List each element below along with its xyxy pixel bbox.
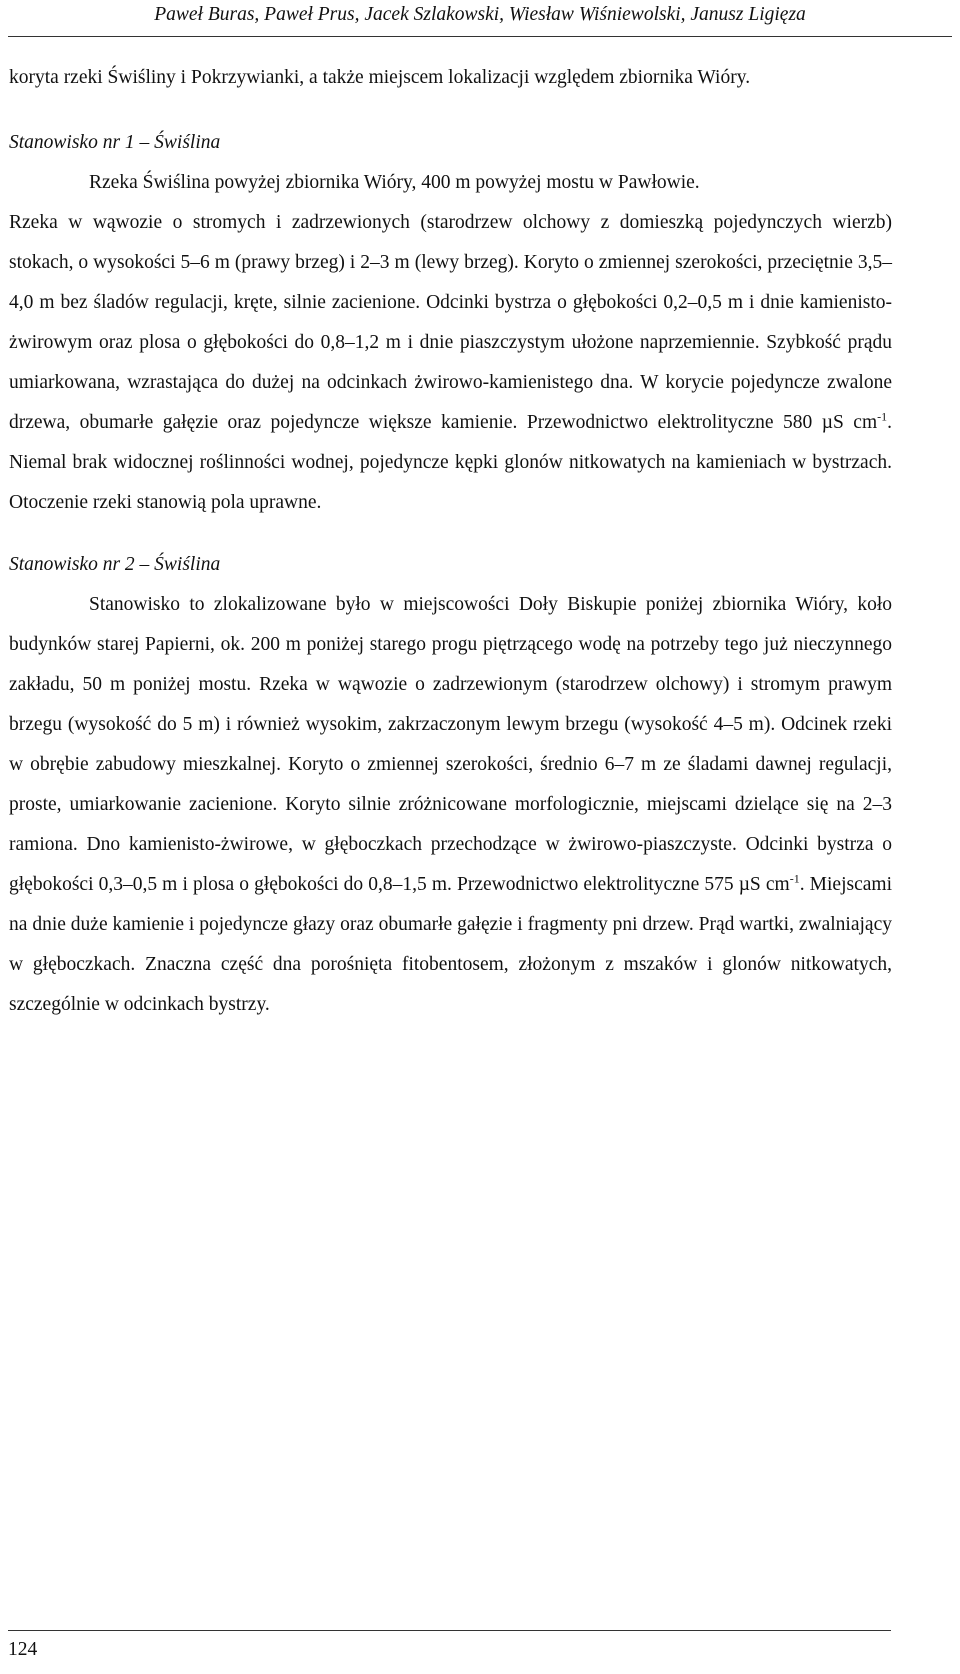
page-footer bbox=[8, 1630, 891, 1661]
page-body bbox=[9, 58, 892, 1025]
section2-text-b: . Miejscami na dnie duże kamienie i pojedyncze głazy oraz obumarłe gałęzie i fragmenty pni drzew. Prąd wartki, zwalniający w głęboczkach. Znaczna część dna porośnięta fitobentosem, złożonym z mszaków i glonów nitkowatych, szczególnie w odcinkach bystrzy. bbox=[9, 874, 892, 1015]
section-heading-stanowisko-2: Stanowisko nr 2 – Świślina bbox=[9, 554, 221, 575]
section1-paragraph-description bbox=[9, 203, 892, 523]
page-number: 124 bbox=[8, 1639, 38, 1660]
section1-superscript: -1 bbox=[877, 409, 888, 424]
section1-text-b: . Niemal brak widocznej roślinności wodnej, pojedyncze kępki glonów nitkowatych na kamieniach w bystrzach. Otoczenie rzeki stanowią pola uprawne. bbox=[9, 412, 892, 513]
section2-text-a: Stanowisko to zlokalizowane było w miejscowości Doły Biskupie poniżej zbiornika Wióry, koło budynków starej Papierni, ok. 200 m poniżej starego progu piętrzącego wodę na potrzeby tego już nieczynnego zakładu, 50 m poniżej mostu. Rzeka w wąwozie o zadrzewionym (starodrzew olchowy) i stromym prawym brzegu (wysokość do 5 m) i również wysokim, zakrzaczonym lewym brzegu (wysokość 4–5 m). Odcinek rzeki w obrębie zabudowy mieszkalnej. Koryto o zmiennej szerokości, średnio 6–7 m ze śladami dawnej regulacji, proste, umiarkowanie zacienione. Koryto silnie zróżnicowane morfologicznie, miejscami dzielące się na 2–3 ramiona. Dno kamienisto-żwirowe, w głęboczkach przechodzące w żwirowo-piaszczyste. Odcinki bystrza o głębokości 0,3–0,5 m i plosa o głębokości do 0,8–1,5 m. Przewodnictwo elektrolityczne 575 µS cm bbox=[9, 594, 892, 895]
section2-paragraph bbox=[9, 585, 892, 1025]
continuation-paragraph: koryta rzeki Świśliny i Pokrzywianki, a także miejscem lokalizacji względem zbiornika Wióry. bbox=[9, 67, 751, 88]
section1-paragraph-location: Rzeka Świślina powyżej zbiornika Wióry, 400 m powyżej mostu w Pawłowie. bbox=[89, 172, 700, 193]
section2-superscript: -1 bbox=[789, 871, 800, 886]
running-header bbox=[8, 0, 952, 37]
section-heading-stanowisko-1: Stanowisko nr 1 – Świślina bbox=[9, 132, 221, 153]
header-authors: Paweł Buras, Paweł Prus, Jacek Szlakowski, Wiesław Wiśniewolski, Janusz Ligięza bbox=[154, 4, 806, 25]
section1-text-a: Rzeka w wąwozie o stromych i zadrzewionych (starodrzew olchowy z domieszką pojedynczych wierzb) stokach, o wysokości 5–6 m (prawy brzeg) i 2–3 m (lewy brzeg). Koryto o zmiennej szerokości, przeciętnie 3,5–4,0 m bez śladów regulacji, kręte, silnie zacienione. Odcinki bystrza o głębokości 0,2–0,5 m i dnie kamienisto-żwirowym oraz plosa o głębokości do 0,8–1,2 m i dnie piaszczystym ułożone naprzemiennie. Szybkość prądu umiarkowana, wzrastająca do dużej na odcinkach żwirowo-kamienistego dna. W korycie pojedyncze zwalone drzewa, obumarłe gałęzie oraz pojedyncze większe kamienie. Przewodnictwo elektrolityczne 580 µS cm bbox=[9, 212, 892, 433]
